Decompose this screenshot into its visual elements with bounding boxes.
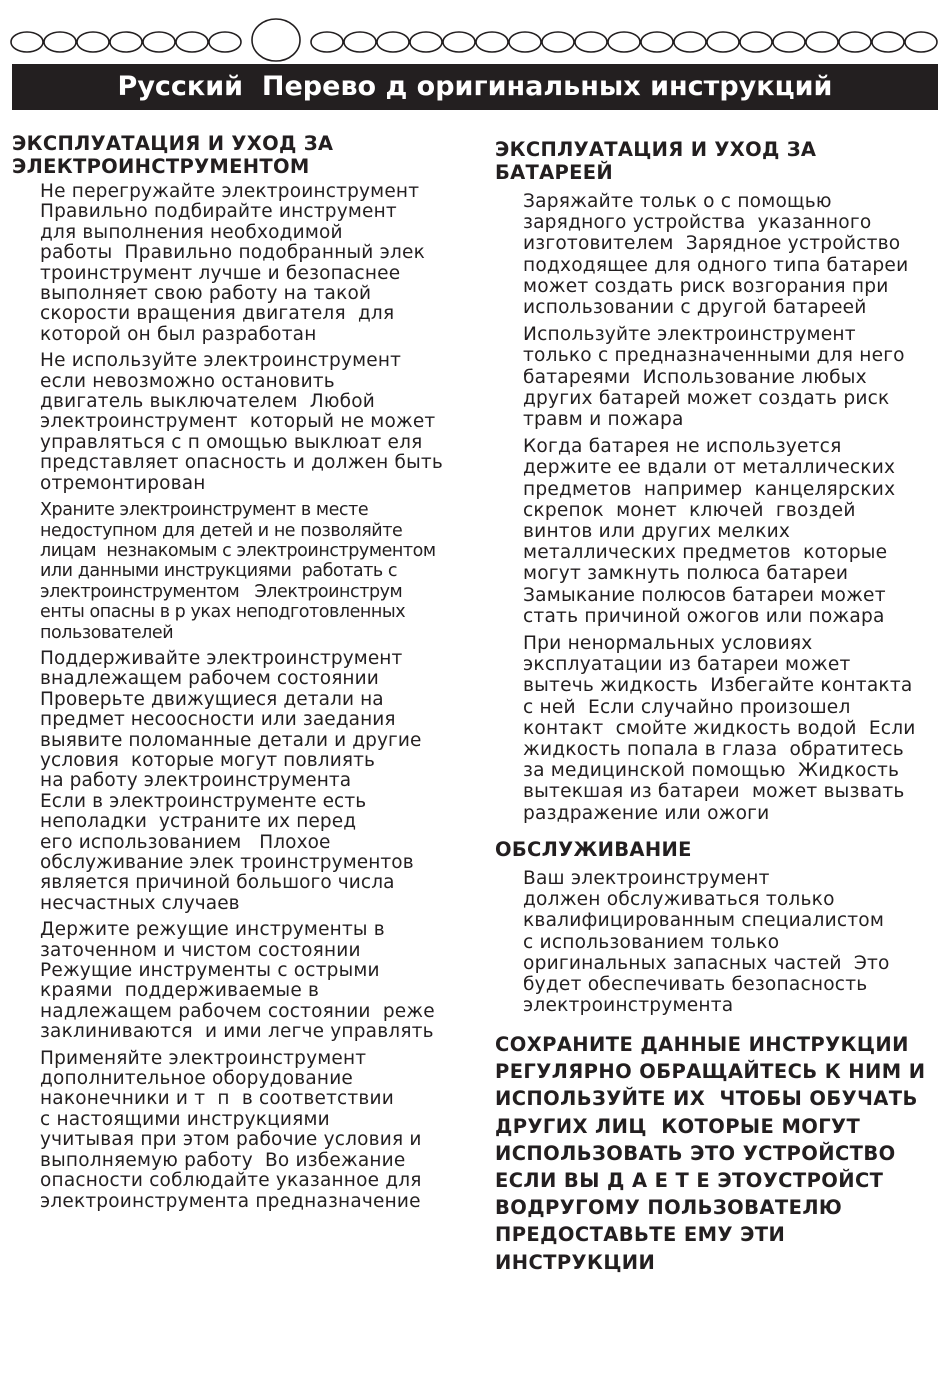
text-line: Режущие инструменты с острыми <box>40 960 380 982</box>
text-line: ПРЕДОСТАВЬТЕ ЕМУ ЭТИ <box>495 1223 786 1247</box>
text-line: винтов или других мелких <box>523 521 791 543</box>
text-line: выполняемую работу Во избежание <box>40 1149 406 1171</box>
paragraph-storage <box>40 500 472 643</box>
text-line: будет обеспечивать безопасность <box>523 973 868 995</box>
text-line: СОХРАНИТЕ ДАННЫЕ ИНСТРУКЦИИ <box>495 1033 909 1056</box>
text-line: енты опасны в р уках неподготовленных <box>40 602 406 623</box>
text-line: с ней Если случайно произошел <box>523 696 851 718</box>
text-line: РЕГУЛЯРНО ОБРАЩАЙТЕСЬ К НИМ И <box>495 1060 926 1084</box>
text-line: на работу электроинструмента <box>40 770 352 792</box>
text-line: с настоящими инструкциями <box>40 1108 330 1130</box>
text-line: металлических предметов которые <box>523 542 888 564</box>
text-line: предметов например канцелярских <box>523 478 896 500</box>
text-line: представляет опасность и должен быть <box>40 452 444 474</box>
text-line: Используйте электроинструмент <box>523 324 856 346</box>
oval-border-decoration <box>10 18 940 64</box>
text-line: ЕСЛИ ВЫ Д А Е Т Е ЭТОУСТРОЙСТ <box>495 1169 884 1193</box>
text-line: травм и пожара <box>523 409 684 431</box>
section-title-service: ОБСЛУЖИВАНИЕ <box>495 837 692 861</box>
text-line: раздражение или ожоги <box>523 802 770 824</box>
text-line: ДРУГИХ ЛИЦ КОТОРЫЕ МОГУТ <box>495 1114 861 1138</box>
text-line: его использованием Плохое <box>40 831 331 853</box>
paragraph-maintenance <box>40 649 472 914</box>
text-line: условия которые могут повлиять <box>40 749 375 771</box>
paragraph-battery-leak <box>523 633 935 824</box>
text-line: могут замкнуть полюса батареи <box>523 563 849 585</box>
text-line: обслуживание элек троинструментов <box>40 852 414 873</box>
text-line: ЭЛЕКТРОИНСТРУМЕНТОМ <box>12 155 310 178</box>
paragraph-service <box>523 868 935 1016</box>
text-line: Если в электроинструменте есть <box>40 790 367 812</box>
paragraph-accessories <box>40 1049 472 1212</box>
text-line: скрепок монет ключей гвоздей <box>523 499 856 521</box>
text-line: заклиниваются и ими легче управлять <box>40 1021 434 1043</box>
text-line: отремонтирован <box>40 472 206 494</box>
text-line: выполняет свою работу на такой <box>40 283 372 305</box>
section-title-battery-care: ЭКСПЛУАТАЦИЯ И УХОД ЗА БАТАРЕЕЙ <box>495 138 817 184</box>
text-line: внадлежащем рабочем состоянии <box>40 668 379 690</box>
text-line: надлежащем рабочем состоянии реже <box>40 1000 435 1022</box>
text-line: ЭКСПЛУАТАЦИЯ И УХОД ЗА <box>12 132 334 155</box>
text-line: эксплуатации из батареи может <box>523 654 851 676</box>
text-line: должен обслуживаться только <box>523 889 835 911</box>
text-line: которой он был разработан <box>40 323 317 345</box>
left-column <box>12 132 472 1218</box>
text-line: двигатель выключателем Любой <box>40 391 376 413</box>
text-line: Храните электроинструмент в месте <box>40 500 369 521</box>
text-line: Проверьте движущиеся детали на <box>40 688 384 710</box>
text-line: вытекшая из батареи может вызвать <box>523 781 905 803</box>
text-line: пользователей <box>40 622 174 643</box>
text-line: контакт смойте жидкость водой Если <box>523 717 916 739</box>
text-line: стать причиной ожогов или пожара <box>523 605 885 627</box>
text-line: Не используйте электроинструмент <box>40 350 402 372</box>
text-line: Правильно подбирайте инструмент <box>40 201 397 223</box>
text-line: Держите режущие инструменты в <box>40 919 385 941</box>
text-line: ИСПОЛЬЗОВАТЬ ЭТО УСТРОЙСТВО <box>495 1141 896 1165</box>
text-line: Поддерживайте электроинструмент <box>40 647 403 669</box>
text-line: учитывая при этом рабочие условия и <box>40 1129 422 1151</box>
text-line: несчастных случаев <box>40 892 240 914</box>
paragraph-designated-batteries <box>523 324 935 430</box>
text-line: электроинструмента <box>523 995 734 1017</box>
text-line: жидкость попала в глаза обратитесь <box>523 739 904 761</box>
text-line: Когда батарея не используется <box>523 436 842 458</box>
text-line: электроинструмента предназначение <box>40 1190 421 1212</box>
text-line: Не перегружайте электроинструмент <box>40 181 420 202</box>
text-line: ИНСТРУКЦИИ <box>495 1250 656 1274</box>
text-line: управляться с п омощью выклюат еля <box>40 431 423 453</box>
text-line: скорости вращения двигателя для <box>40 303 395 325</box>
right-column <box>495 138 935 1022</box>
text-line: наконечники и т п в соответствии <box>40 1088 394 1110</box>
text-line: При ненормальных условиях <box>523 633 813 655</box>
text-line: только с предназначенными для него <box>523 345 905 367</box>
text-line: Замыкание полюсов батареи может <box>523 584 886 606</box>
paragraph-cutting-tools <box>40 920 472 1042</box>
save-instructions-notice <box>495 1031 940 1276</box>
text-line: батареями Использование любых <box>523 366 867 388</box>
text-line: ИСПОЛЬЗУЙТЕ ИХ ЧТОБЫ ОБУЧАТЬ <box>495 1087 918 1111</box>
text-line: недоступном для детей и не позволяйте <box>40 520 403 541</box>
text-line: дополнительное оборудование <box>40 1068 354 1090</box>
text-line: электроинструментом Электроинструм <box>40 581 403 602</box>
paragraph-battery-storage <box>523 436 935 627</box>
text-line: Применяйте электроинструмент <box>40 1047 367 1069</box>
text-line: вытечь жидкость Избегайте контакта <box>523 675 913 697</box>
text-line: с использованием только <box>523 931 780 953</box>
text-line: ВОДРУГОМУ ПОЛЬЗОВАТЕЛЮ <box>495 1196 843 1220</box>
text-line: может создать риск возгорания при <box>523 275 889 297</box>
text-line: краями поддерживаемые в <box>40 980 320 1002</box>
text-line: Заряжайте тольк о с помощью <box>523 191 832 212</box>
text-line: Ваш электроинструмент <box>523 867 770 889</box>
text-line: является причиной большого числа <box>40 872 395 894</box>
text-line: электроинструмент который не может <box>40 411 436 433</box>
text-line: для выполнения необходимой <box>40 221 343 243</box>
text-line: держите ее вдали от металлических <box>523 457 896 479</box>
text-line: выявите поломанные детали и другие <box>40 729 422 751</box>
paragraph-overload <box>40 182 472 345</box>
paragraph-charging <box>523 191 935 318</box>
text-line: использовании с другой батареей <box>523 297 867 319</box>
text-line: за медицинской помощью Жидкость <box>523 760 900 782</box>
text-line: опасности соблюдайте указанное для <box>40 1170 422 1192</box>
text-line: изготовителем Зарядное устройство <box>523 233 901 255</box>
text-line: работы Правильно подобранный элек <box>40 242 425 264</box>
text-line: или данными инструкциями работать с <box>40 561 398 582</box>
text-line: оригинальных запасных частей Это <box>523 952 890 974</box>
text-line: подходящее для одного типа батареи <box>523 254 909 276</box>
text-line: лицам незнакомым с электроинструментом <box>40 540 436 561</box>
text-line: предмет несоосности или заедания <box>40 709 396 731</box>
text-line: заточенном и чистом состоянии <box>40 939 361 961</box>
text-line: зарядного устройства указанного <box>523 212 872 234</box>
text-line: если невозможно остановить <box>40 370 335 392</box>
text-line: квалифицированным специалистом <box>523 910 885 932</box>
section-title-power-tool-care <box>12 132 472 178</box>
paragraph-switch <box>40 351 472 494</box>
page-title: Русский Перево д оригинальных инструкций <box>12 64 938 110</box>
text-line: троинструмент лучше и безопаснее <box>40 262 401 284</box>
text-line: неполадки устраните их перед <box>40 811 357 833</box>
text-line: других батарей может создать риск <box>523 387 890 409</box>
